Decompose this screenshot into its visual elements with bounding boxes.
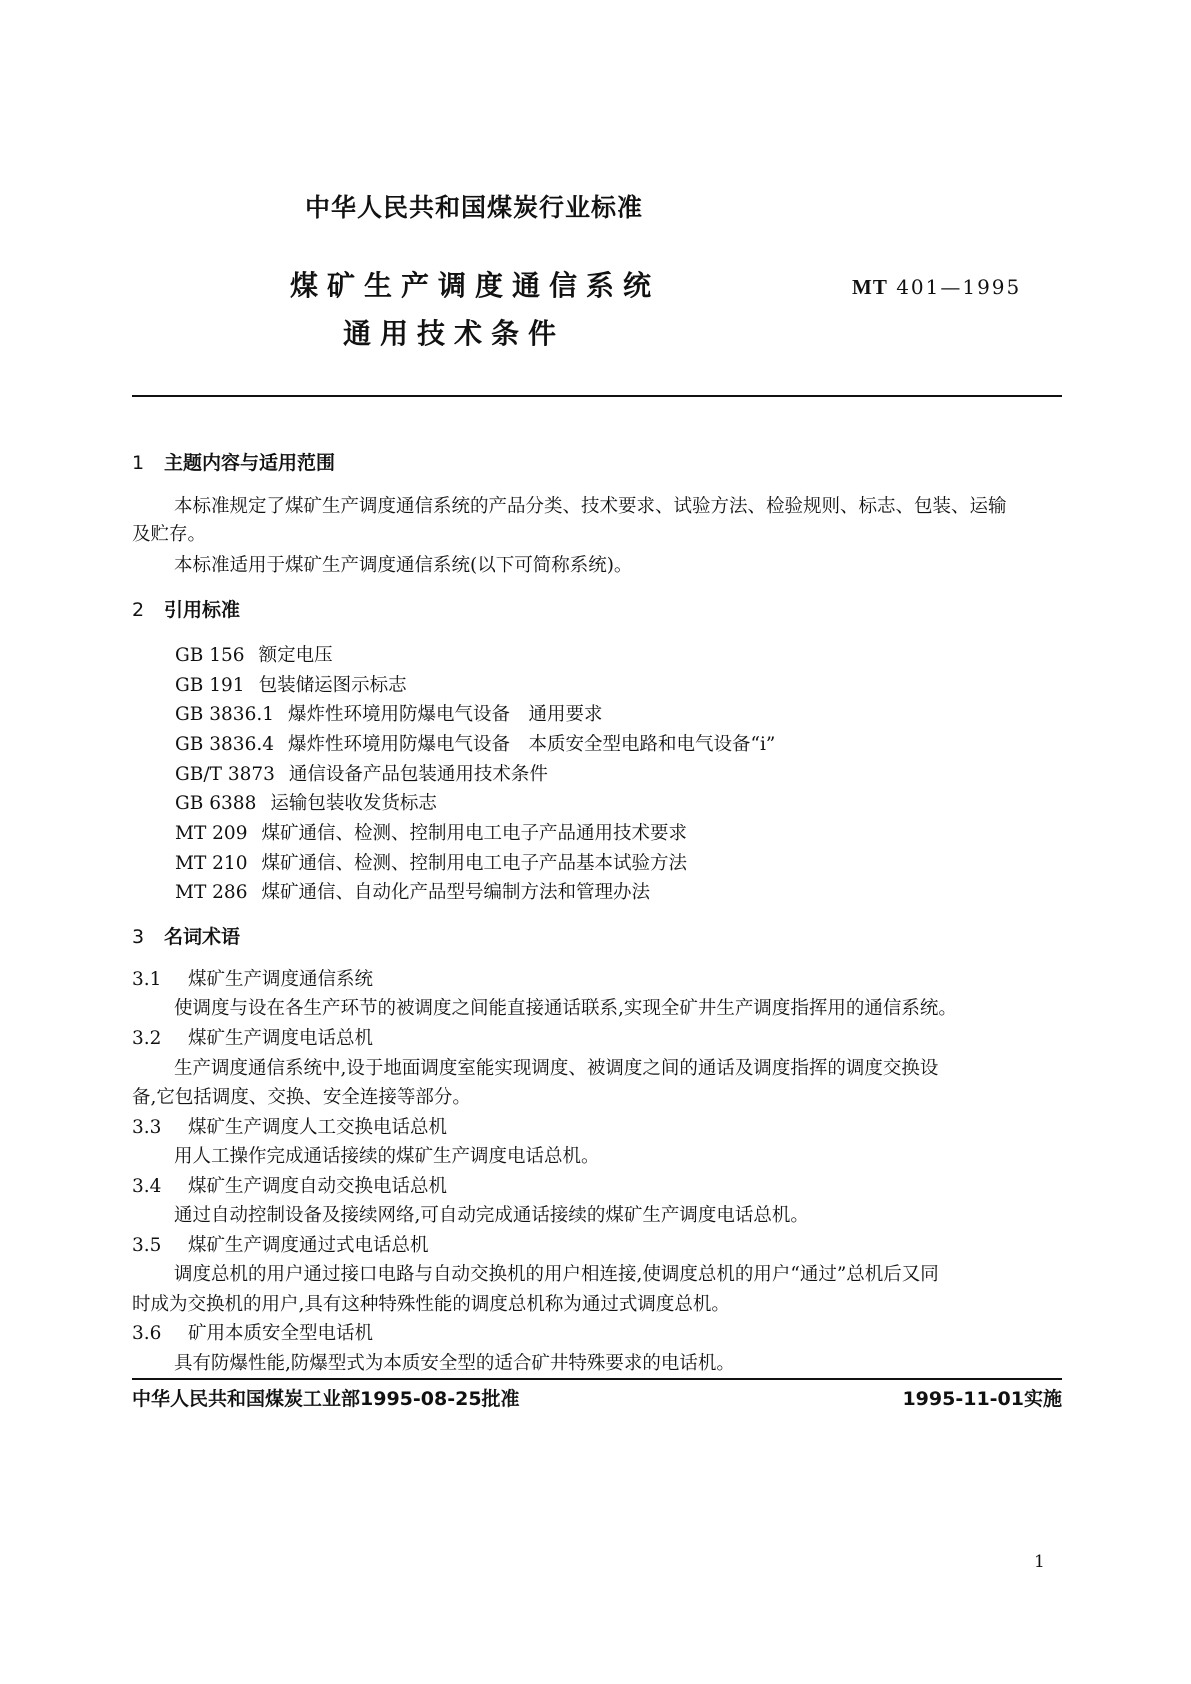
term-number: 3.2 — [132, 1028, 162, 1049]
reference-title: 爆炸性环境用防爆电气设备 通用要求 — [288, 704, 603, 725]
implementation-date: 1995-11-01实施 — [902, 1388, 1062, 1410]
standard-prefix: MT — [852, 275, 888, 299]
term-number: 3.1 — [132, 969, 162, 990]
term-number: 3.3 — [132, 1117, 162, 1138]
term-heading — [132, 1231, 429, 1257]
section-1-paragraph-2: 本标准适用于煤矿生产调度通信系统(以下可简称系统)。 — [174, 555, 633, 576]
reference-code: MT 209 — [175, 823, 248, 844]
term-definition: 通过自动控制设备及接续网络,可自动完成通话接续的煤矿生产调度电话总机。 — [174, 1205, 809, 1226]
term-number: 3.4 — [132, 1176, 162, 1197]
reference-title: 煤矿通信、检测、控制用电工电子产品通用技术要求 — [261, 823, 687, 844]
reference-item — [175, 819, 687, 845]
term-name: 煤矿生产调度电话总机 — [188, 1028, 374, 1049]
standard-number: 401—1995 — [896, 275, 1022, 299]
standard-code — [852, 275, 1021, 300]
reference-code: GB 3836.4 — [175, 734, 274, 755]
section-1-paragraph-1: 本标准规定了煤矿生产调度通信系统的产品分类、技术要求、试验方法、检验规则、标志、包装、运输 — [174, 496, 1007, 517]
reference-code: GB 6388 — [175, 793, 257, 814]
term-name: 煤矿生产调度自动交换电话总机 — [188, 1176, 448, 1197]
section-2-title: 引用标准 — [164, 599, 241, 621]
reference-title: 包装储运图示标志 — [258, 675, 407, 696]
reference-title: 通信设备产品包装通用技术条件 — [288, 764, 548, 785]
page-number: 1 — [1034, 1552, 1045, 1572]
term-heading — [132, 1319, 373, 1345]
section-3-heading — [132, 922, 240, 949]
term-name: 矿用本质安全型电话机 — [188, 1323, 374, 1344]
term-name: 煤矿生产调度通过式电话总机 — [188, 1235, 429, 1256]
footer-divider — [132, 1378, 1062, 1380]
section-1-number: 1 — [132, 452, 145, 474]
term-definition: 调度总机的用户通过接口电路与自动交换机的用户相连接,使调度总机的用户“通过”总机后又同 — [174, 1264, 939, 1285]
reference-title: 运输包装收发货标志 — [270, 793, 437, 814]
title-divider — [132, 395, 1062, 397]
reference-title: 爆炸性环境用防爆电气设备 本质安全型电路和电气设备“i” — [288, 734, 776, 755]
reference-item — [175, 730, 775, 756]
section-2-heading — [132, 595, 240, 622]
term-definition-cont: 时成为交换机的用户,具有这种特殊性能的调度总机称为通过式调度总机。 — [132, 1294, 730, 1315]
section-1-heading — [132, 448, 335, 475]
term-definition: 使调度与设在各生产环节的被调度之间能直接通话联系,实现全矿井生产调度指挥用的通信系统。 — [174, 998, 957, 1019]
reference-code: GB 191 — [175, 675, 245, 696]
reference-item — [175, 789, 437, 815]
term-heading — [132, 1172, 447, 1198]
title-line-2: 通用技术条件 — [343, 317, 566, 350]
reference-item — [175, 641, 333, 667]
section-3-number: 3 — [132, 926, 145, 948]
reference-item — [175, 760, 548, 786]
reference-code: GB 156 — [175, 645, 245, 666]
term-heading — [132, 1113, 447, 1139]
reference-code: GB 3836.1 — [175, 704, 274, 725]
reference-item — [175, 849, 687, 875]
term-heading — [132, 1024, 373, 1050]
reference-title: 煤矿通信、检测、控制用电工电子产品基本试验方法 — [261, 853, 687, 874]
reference-code: MT 286 — [175, 882, 248, 903]
term-name: 煤矿生产调度通信系统 — [188, 969, 374, 990]
reference-title: 煤矿通信、自动化产品型号编制方法和管理办法 — [261, 882, 650, 903]
reference-item — [175, 878, 650, 904]
reference-item — [175, 700, 603, 726]
term-definition: 用人工操作完成通话接续的煤矿生产调度电话总机。 — [174, 1146, 600, 1167]
term-definition: 生产调度通信系统中,设于地面调度室能实现调度、被调度之间的通话及调度指挥的调度交换设 — [174, 1058, 939, 1079]
standard-category-header: 中华人民共和国煤炭行业标准 — [305, 193, 644, 222]
term-definition-cont: 备,它包括调度、交换、安全连接等部分。 — [132, 1087, 471, 1108]
reference-code: GB/T 3873 — [175, 764, 275, 785]
reference-item — [175, 671, 407, 697]
term-number: 3.5 — [132, 1235, 162, 1256]
section-1-paragraph-1-cont: 及贮存。 — [132, 524, 207, 545]
reference-code: MT 210 — [175, 853, 248, 874]
approval-line: 中华人民共和国煤炭工业部1995-08-25批准 — [132, 1388, 520, 1410]
section-3-title: 名词术语 — [164, 926, 241, 948]
term-definition: 具有防爆性能,防爆型式为本质安全型的适合矿井特殊要求的电话机。 — [174, 1353, 735, 1374]
term-number: 3.6 — [132, 1323, 162, 1344]
section-2-number: 2 — [132, 599, 145, 621]
term-heading — [132, 965, 373, 991]
term-name: 煤矿生产调度人工交换电话总机 — [188, 1117, 448, 1138]
reference-title: 额定电压 — [258, 645, 333, 666]
title-line-1: 煤矿生产调度通信系统 — [290, 269, 661, 302]
section-1-title: 主题内容与适用范围 — [164, 452, 336, 474]
